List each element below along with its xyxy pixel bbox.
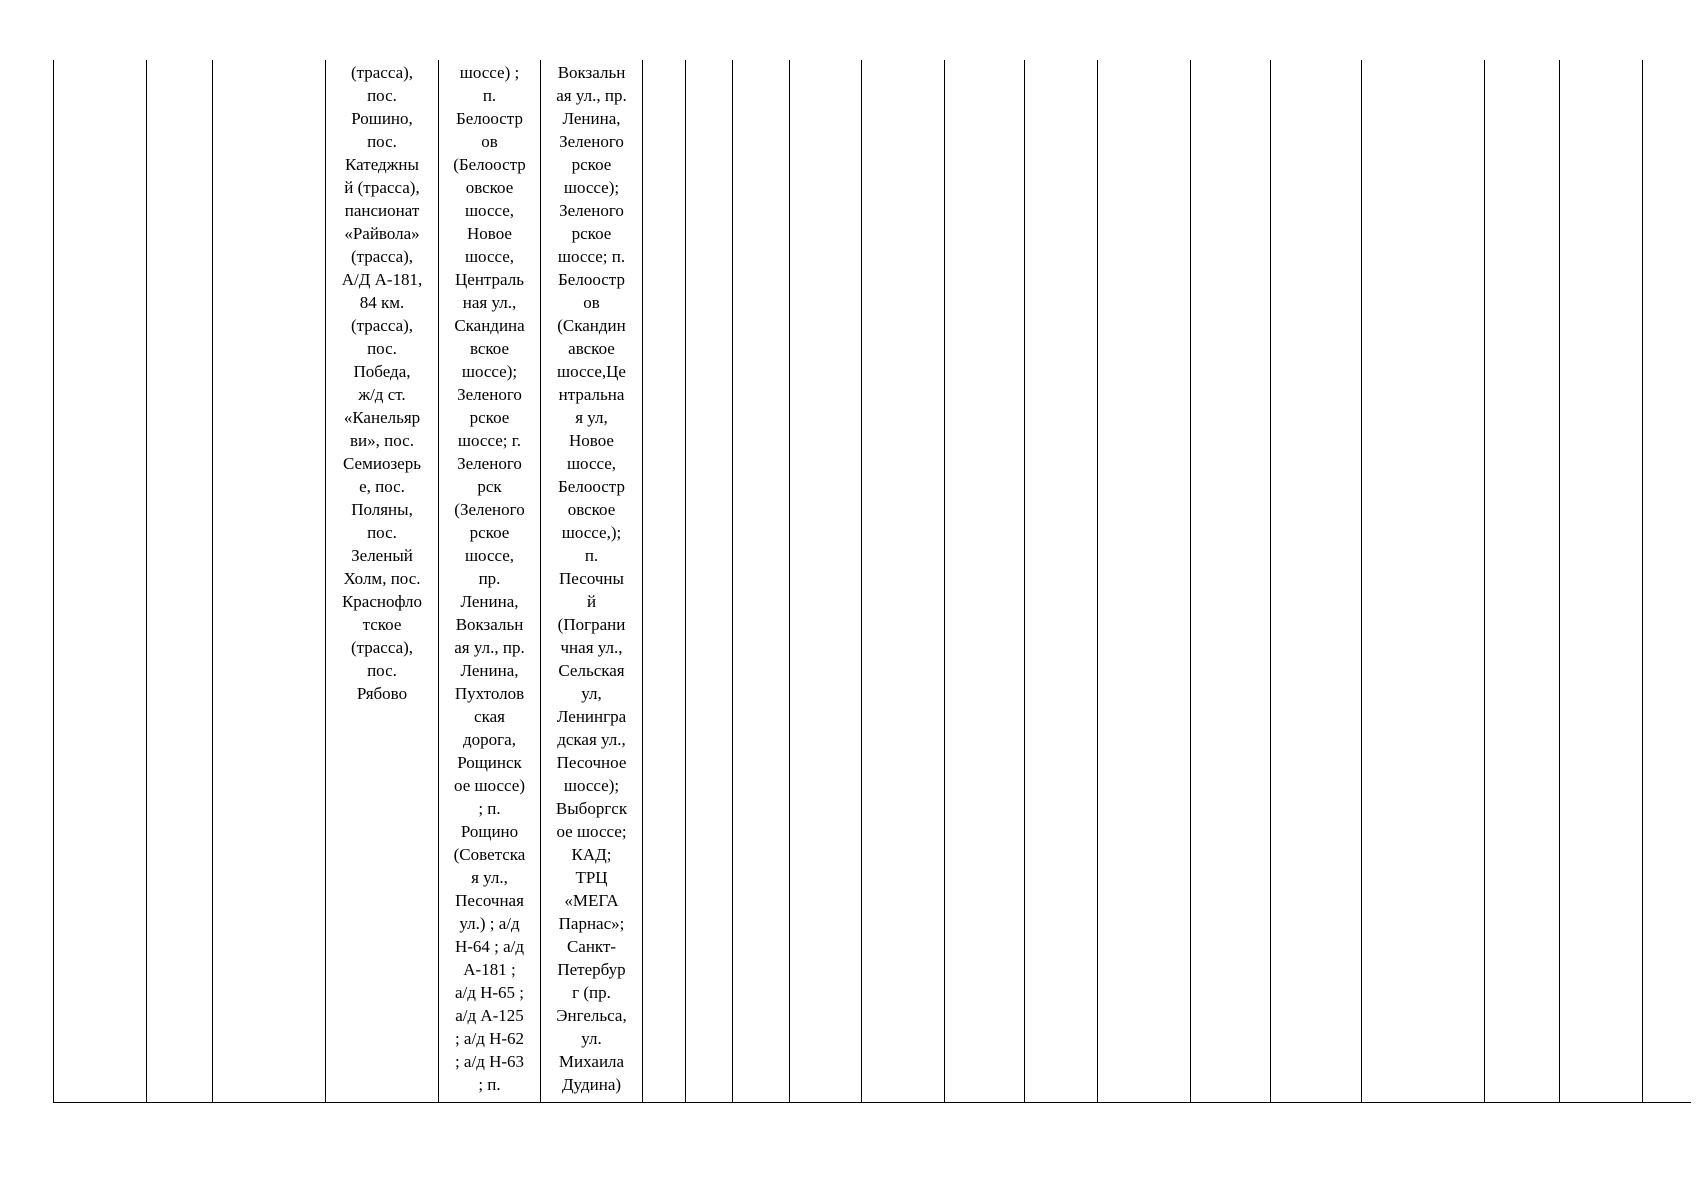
table-cell-13 bbox=[1025, 60, 1098, 1102]
table-cell-route-settlements: (трасса), пос. Рошино, пос. Катеджны й (трасса), пансионат «Райвола» (трасса), А/Д А-181, 84 км. (трасса), пос. Победа, ж/д ст. «Канельяр ви», пос. Семиозерь е, пос. Поляны, пос. Зеленый Холм, пос. Краснофло тское (трасса), пос. Рябово bbox=[326, 60, 439, 1102]
table-cell-7 bbox=[643, 60, 686, 1102]
table-cell-15 bbox=[1191, 60, 1271, 1102]
table-cell-20 bbox=[1643, 60, 1691, 1102]
table-cell-10 bbox=[790, 60, 862, 1102]
table-cell-route-forward: шоссе) ; п. Белоостр ов (Белоостр овское шоссе, Новое шоссе, Централь ная ул., Скандина вское шоссе); Зеленого рское шоссе; г. Зеленого рск (Зеленого рское шоссе, пр. Ленина, Вокзальн ая ул., пр. Ленина, Пухтолов ская дорога, Рощинск ое шоссе) ; п. Рощино (Советска я ул., Песочная ул.) ; а/д Н-64 ; а/д А-181 ; а/д Н-65 ; а/д А-125 ; а/д Н-62 ; а/д Н-63 ; п. bbox=[439, 60, 541, 1102]
table-cell-11 bbox=[862, 60, 945, 1102]
table-cell-19 bbox=[1560, 60, 1643, 1102]
table-cell-1 bbox=[54, 60, 147, 1102]
table-cell-route-return: Вокзальн ая ул., пр. Ленина, Зеленого рское шоссе); Зеленого рское шоссе; п. Белоостр ов (Скандин авское шоссе,Це нтральна я ул, Новое шоссе, Белоостр овское шоссе,); п. Песочны й (Пограни чная ул., Сельская ул, Ленингра дская ул., Песочное шоссе); Выборгск ое шоссе; КАД; ТРЦ «МЕГА Парнас»; Санкт- Петербур г (пр. Энгельса, ул. Михаила Дудина) bbox=[541, 60, 643, 1102]
table-cell-2 bbox=[147, 60, 213, 1102]
table-row bbox=[54, 60, 1691, 1102]
route-table bbox=[53, 60, 1691, 1103]
table-cell-8 bbox=[686, 60, 733, 1102]
table-cell-9 bbox=[733, 60, 790, 1102]
table-cell-12 bbox=[945, 60, 1025, 1102]
table-cell-3 bbox=[213, 60, 326, 1102]
table-cell-16 bbox=[1271, 60, 1362, 1102]
table-cell-18 bbox=[1485, 60, 1560, 1102]
table-cell-17 bbox=[1362, 60, 1485, 1102]
table-cell-14 bbox=[1098, 60, 1191, 1102]
